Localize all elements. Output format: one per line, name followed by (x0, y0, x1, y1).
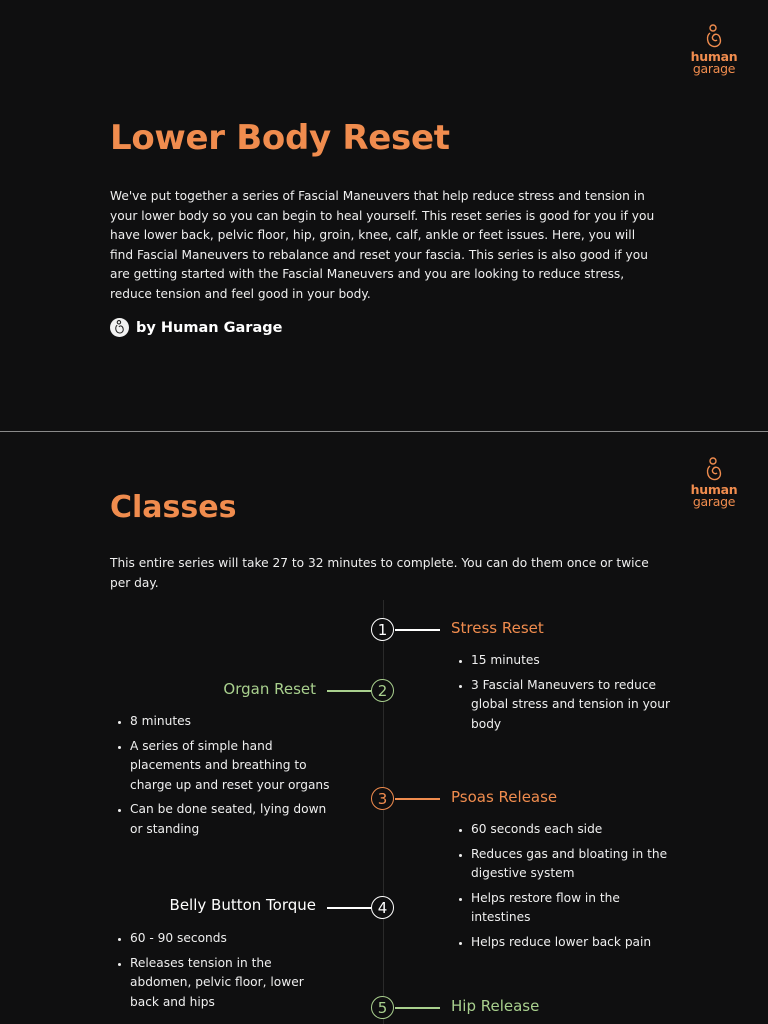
timeline-node (371, 618, 394, 641)
classes-heading: Classes (110, 490, 237, 525)
list-item: • Helps restore flow in the intestines (471, 889, 681, 928)
class-title: Hip Release (451, 997, 540, 1015)
section-divider (0, 431, 768, 432)
class-title: Psoas Release (451, 788, 558, 806)
step-number: 1 (377, 620, 388, 639)
class-title: Organ Reset (223, 680, 316, 698)
author-name: by Human Garage (136, 319, 283, 336)
list-item: • 3 Fascial Maneuvers to reduce global stress and tension in your body (471, 676, 681, 735)
brand-logo (688, 457, 740, 508)
list-item: • 15 minutes (471, 651, 681, 671)
timeline-connector (395, 798, 440, 800)
step-number: 2 (377, 681, 388, 700)
classes-description: This entire series will take 27 to 32 minutes to complete. You can do them once or twice per day. (110, 556, 649, 590)
class-title: Stress Reset (451, 619, 544, 637)
step-number: 3 (377, 789, 388, 808)
list-item: • 60 - 90 seconds (130, 929, 335, 949)
list-item: • A series of simple hand placements and breathing to charge up and reset your organs (130, 737, 335, 796)
brand-line2: garage (692, 61, 736, 76)
timeline-node (371, 896, 394, 919)
list-item: • 8 minutes (130, 712, 335, 732)
list-item: • Helps reduce lower back pain (471, 933, 681, 953)
author-byline (110, 318, 282, 337)
page-title: Lower Body Reset (110, 118, 450, 158)
timeline-connector (327, 907, 371, 909)
timeline-connector (395, 1007, 440, 1009)
class-points (451, 820, 681, 958)
step-number: 4 (377, 898, 388, 917)
human-garage-figure-icon (110, 318, 129, 337)
class-points (451, 651, 681, 739)
timeline-connector (327, 690, 371, 692)
brand-line2: garage (692, 494, 736, 509)
intro-text: We've put together a series of Fascial Maneuvers that help reduce stress and tension in your lower body so you can begin to heal yourself. This reset series is good for you if you have lower back, pelvic floor, hip, groin, knee, calf, ankle or feet issues. Here, you will find Fascial Maneuvers to rebalance and reset your fascia. This series is also good if you are getting started with the Fascial Maneuvers and you are looking to reduce stress, reduce tension and feel good in your body. (110, 189, 655, 301)
timeline-line (383, 600, 384, 1024)
timeline-node (371, 996, 394, 1019)
class-points (110, 712, 335, 845)
brand-logo (688, 24, 740, 75)
list-item: • 60 seconds each side (471, 820, 681, 840)
brand-line1: human (690, 482, 738, 497)
timeline-connector (395, 629, 440, 631)
step-number: 5 (377, 998, 388, 1017)
brand-line1: human (690, 49, 738, 64)
human-figure-icon (703, 24, 725, 50)
timeline-node (371, 787, 394, 810)
human-figure-icon (703, 457, 725, 483)
class-points (110, 929, 335, 1017)
list-item: • Releases tension in the abdomen, pelvic floor, lower back and hips (130, 954, 335, 1013)
timeline-node (371, 679, 394, 702)
list-item: • Reduces gas and bloating in the digestive system (471, 845, 681, 884)
class-title: Belly Button Torque (169, 896, 316, 914)
list-item: • Can be done seated, lying down or standing (130, 800, 335, 839)
